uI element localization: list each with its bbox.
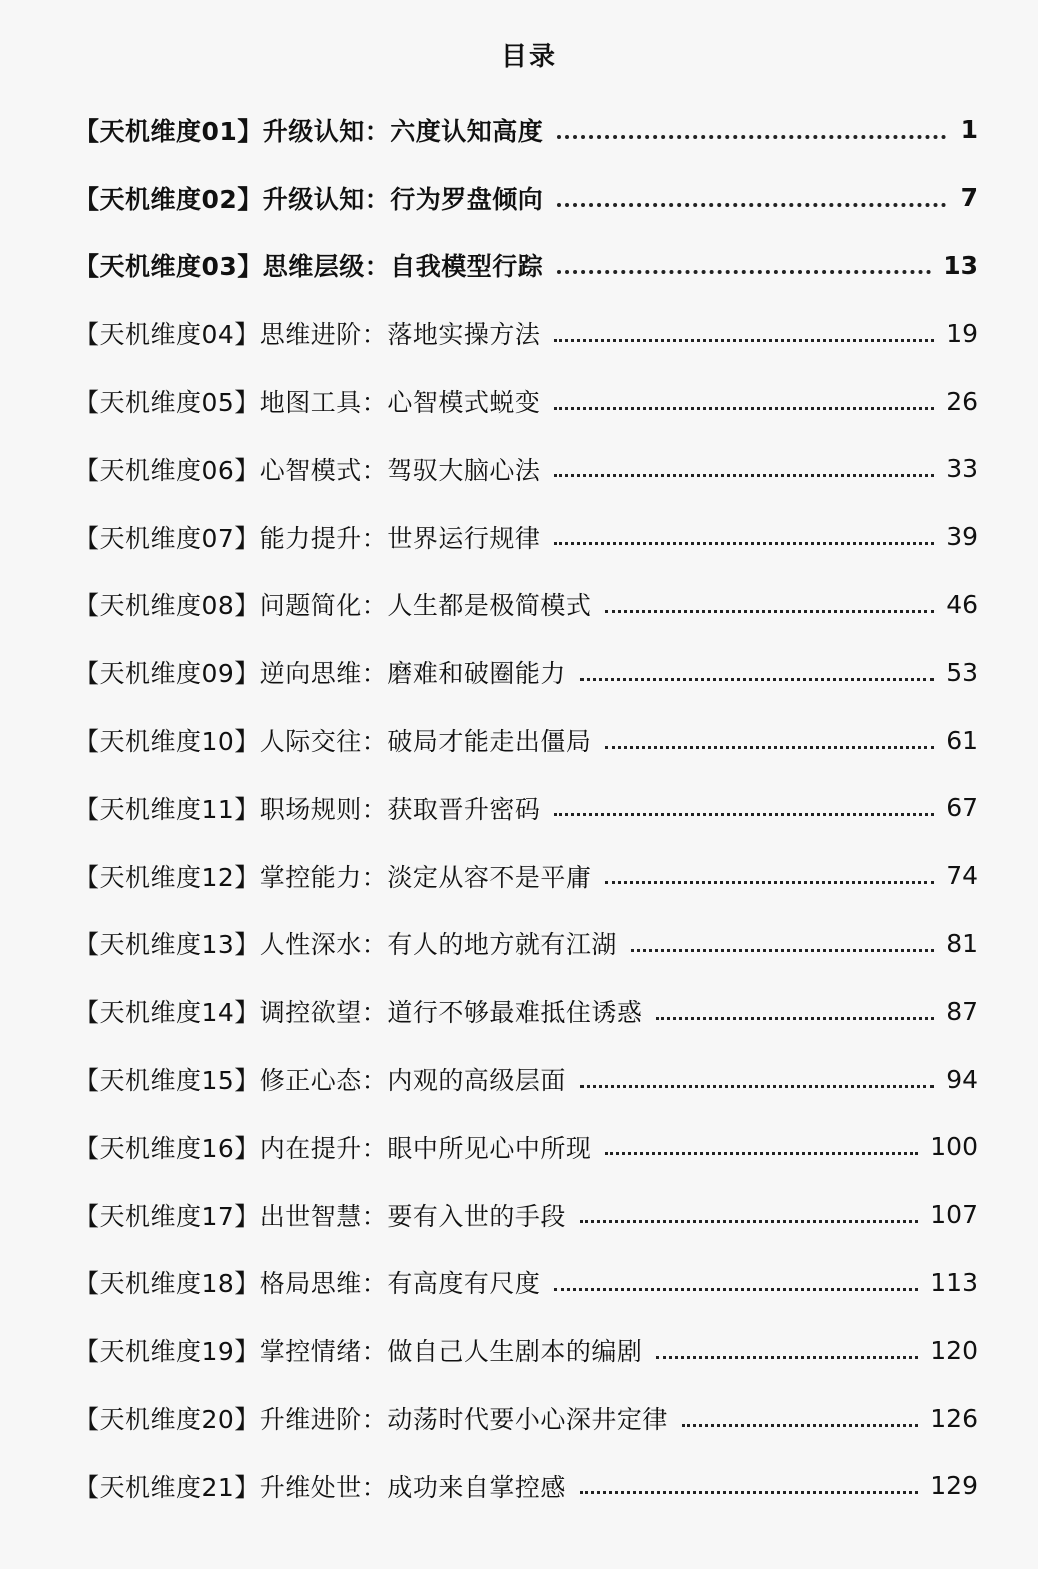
toc-list bbox=[74, 96, 978, 1520]
toc-entry-page-number: 7 bbox=[960, 183, 978, 213]
toc-entry[interactable] bbox=[74, 977, 978, 1045]
toc-entry-page-number: 61 bbox=[946, 725, 978, 755]
dot-leader bbox=[554, 811, 934, 816]
toc-entry[interactable] bbox=[74, 1384, 978, 1452]
toc-entry-label: 【天机维度08】问题简化：人生都是极简模式 bbox=[74, 591, 592, 621]
dot-leader bbox=[554, 337, 934, 342]
dot-leader bbox=[580, 1218, 918, 1223]
dot-leader bbox=[554, 1286, 918, 1291]
toc-entry-label: 【天机维度16】内在提升：眼中所见心中所现 bbox=[74, 1133, 592, 1163]
toc-entry-page-number: 33 bbox=[946, 454, 978, 484]
toc-entry-page-number: 26 bbox=[946, 386, 978, 416]
toc-entry[interactable] bbox=[74, 435, 978, 503]
toc-entry[interactable] bbox=[74, 774, 978, 842]
toc-entry-label: 【天机维度11】职场规则：获取晋升密码 bbox=[74, 794, 541, 824]
toc-entry[interactable] bbox=[74, 706, 978, 774]
dot-leader bbox=[605, 744, 934, 749]
toc-entry-label: 【天机维度14】调控欲望：道行不够最难抵住诱惑 bbox=[74, 998, 643, 1028]
toc-entry-page-number: 87 bbox=[946, 996, 978, 1026]
dot-leader bbox=[557, 133, 946, 139]
toc-entry-page-number: 19 bbox=[946, 318, 978, 348]
toc-entry-page-number: 46 bbox=[946, 589, 978, 619]
toc-entry[interactable] bbox=[74, 571, 978, 639]
toc-entry-page-number: 113 bbox=[930, 1267, 978, 1297]
dot-leader bbox=[554, 540, 934, 545]
toc-entry[interactable] bbox=[74, 842, 978, 910]
toc-entry-label: 【天机维度02】升级认知：行为罗盘倾向 bbox=[74, 184, 544, 214]
dot-leader bbox=[656, 1354, 918, 1359]
dot-leader bbox=[580, 676, 934, 681]
toc-entry-label: 【天机维度12】掌控能力：淡定从容不是平庸 bbox=[74, 862, 592, 892]
toc-entry[interactable] bbox=[74, 367, 978, 435]
toc-entry-page-number: 39 bbox=[946, 522, 978, 552]
toc-entry[interactable] bbox=[74, 232, 978, 300]
toc-entry-label: 【天机维度13】人性深水：有人的地方就有江湖 bbox=[74, 930, 617, 960]
toc-entry-label: 【天机维度01】升级认知：六度认知高度 bbox=[74, 116, 544, 146]
dot-leader bbox=[656, 1015, 934, 1020]
toc-title: 目录 bbox=[500, 42, 557, 72]
dot-leader bbox=[580, 1083, 934, 1088]
toc-entry-page-number: 53 bbox=[946, 657, 978, 687]
toc-entry[interactable] bbox=[74, 1249, 978, 1317]
toc-entry[interactable] bbox=[74, 164, 978, 232]
toc-entry-page-number: 81 bbox=[946, 928, 978, 958]
toc-entry[interactable] bbox=[74, 1181, 978, 1249]
toc-entry-label: 【天机维度10】人际交往：破局才能走出僵局 bbox=[74, 727, 592, 757]
toc-entry-page-number: 13 bbox=[943, 250, 978, 280]
toc-entry-label: 【天机维度03】思维层级：自我模型行踪 bbox=[74, 252, 544, 282]
toc-entry[interactable] bbox=[74, 1045, 978, 1113]
toc-entry-label: 【天机维度07】能力提升：世界运行规律 bbox=[74, 523, 541, 553]
toc-entry-page-number: 94 bbox=[946, 1064, 978, 1094]
toc-entry-label: 【天机维度09】逆向思维：磨难和破圈能力 bbox=[74, 659, 566, 689]
dot-leader bbox=[580, 1489, 918, 1494]
toc-entry-label: 【天机维度05】地图工具：心智模式蜕变 bbox=[74, 388, 541, 418]
toc-entry-label: 【天机维度19】掌控情绪：做自己人生剧本的编剧 bbox=[74, 1337, 643, 1367]
toc-entry-label: 【天机维度18】格局思维：有高度有尺度 bbox=[74, 1269, 541, 1299]
toc-entry[interactable] bbox=[74, 1316, 978, 1384]
toc-entry-page-number: 107 bbox=[930, 1200, 978, 1230]
toc-entry[interactable] bbox=[74, 638, 978, 706]
toc-entry-label: 【天机维度15】修正心态：内观的高级层面 bbox=[74, 1066, 566, 1096]
toc-entry-page-number: 74 bbox=[946, 861, 978, 891]
toc-entry[interactable] bbox=[74, 910, 978, 978]
toc-entry[interactable] bbox=[74, 299, 978, 367]
toc-entry-label: 【天机维度20】升维进阶：动荡时代要小心深井定律 bbox=[74, 1405, 668, 1435]
dot-leader bbox=[557, 201, 946, 207]
dot-leader bbox=[682, 1422, 918, 1427]
dot-leader bbox=[557, 268, 931, 274]
dot-leader bbox=[605, 1150, 918, 1155]
toc-entry-page-number: 120 bbox=[930, 1335, 978, 1365]
toc-entry-page-number: 100 bbox=[930, 1132, 978, 1162]
toc-entry[interactable] bbox=[74, 96, 978, 164]
toc-entry-label: 【天机维度21】升维处世：成功来自掌控感 bbox=[74, 1472, 566, 1502]
dot-leader bbox=[554, 405, 934, 410]
toc-entry-page-number: 1 bbox=[960, 115, 978, 145]
toc-entry-label: 【天机维度17】出世智慧：要有入世的手段 bbox=[74, 1201, 566, 1231]
dot-leader bbox=[631, 947, 934, 952]
dot-leader bbox=[605, 608, 934, 613]
toc-entry[interactable] bbox=[74, 503, 978, 571]
dot-leader bbox=[554, 472, 934, 477]
toc-entry-page-number: 129 bbox=[930, 1471, 978, 1501]
toc-entry-label: 【天机维度04】思维进阶：落地实操方法 bbox=[74, 320, 541, 350]
toc-entry[interactable] bbox=[74, 1452, 978, 1520]
toc-entry-page-number: 126 bbox=[930, 1403, 978, 1433]
toc-entry-page-number: 67 bbox=[946, 793, 978, 823]
dot-leader bbox=[605, 879, 934, 884]
toc-entry-label: 【天机维度06】心智模式：驾驭大脑心法 bbox=[74, 455, 541, 485]
toc-entry[interactable] bbox=[74, 1113, 978, 1181]
